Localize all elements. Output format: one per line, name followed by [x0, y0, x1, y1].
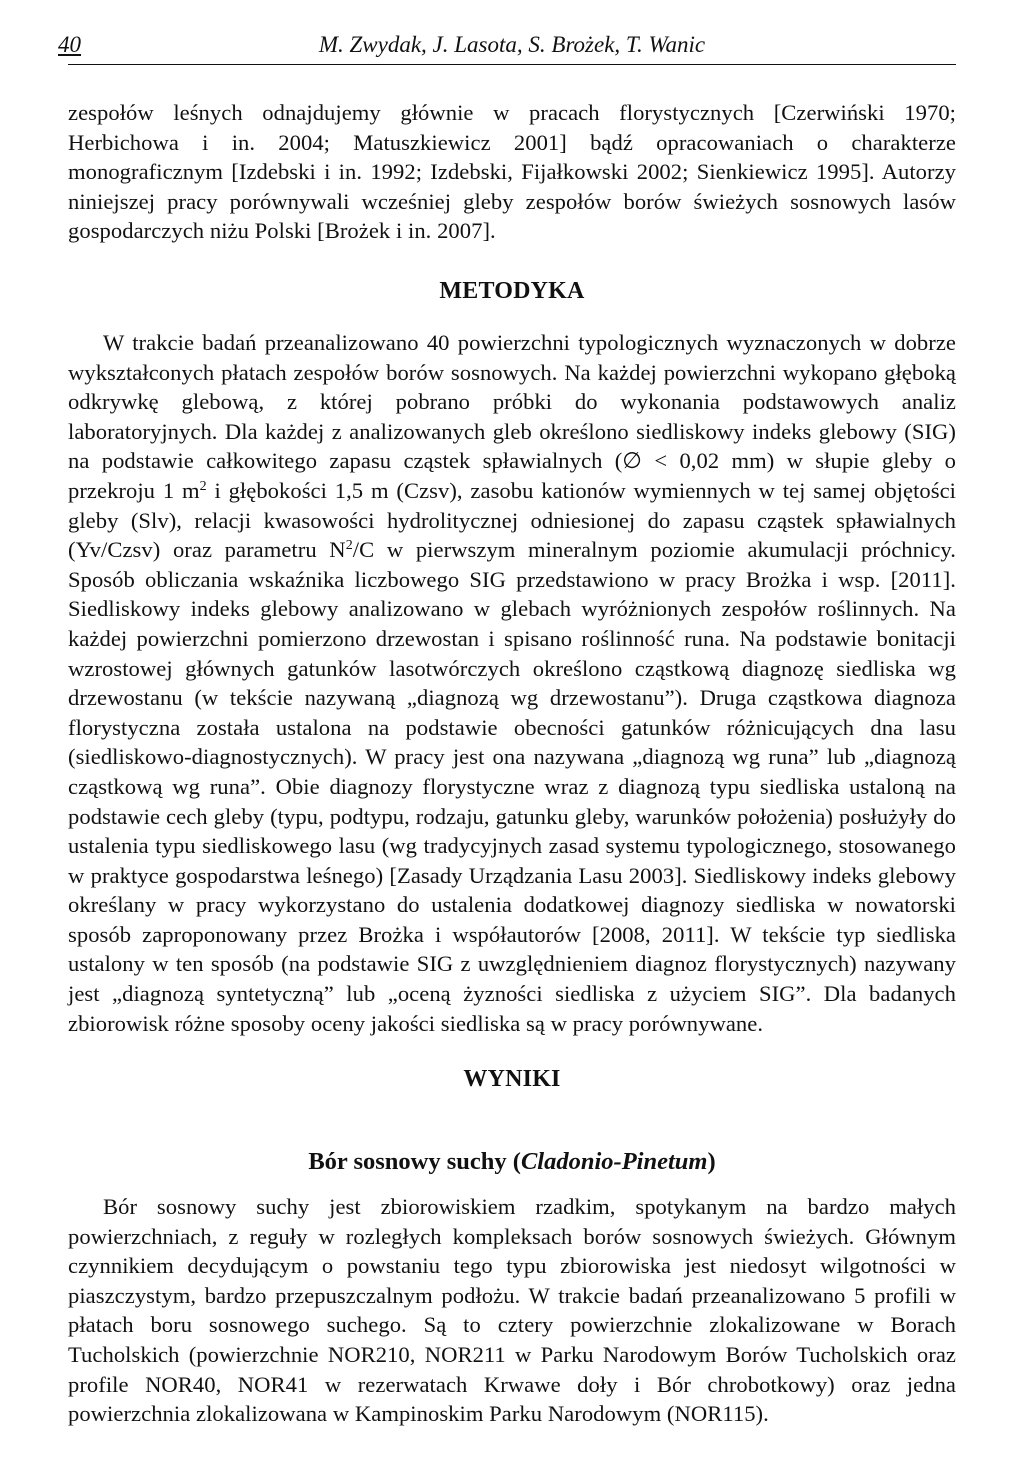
section-heading-methods: METODYKA: [439, 278, 585, 304]
subsection-heading-cladonio-pinetum: [68, 1148, 956, 1176]
methods-text-part-1: W trakcie badań przeanalizowano 40 powierzchni typologicznych wyznaczonych w dobrze wykształconych płatach zespołów borów sosnowych. Na każdej powierzchni wykopano głęboką odkrywkę glebową, z której pobrano próbki do wykonania podstawowych analiz laboratoryjnych. Dla każdej z analizowanych gleb określono siedliskowy indeks glebowy (SIG) na podstawie całkowitego zapasu cząstek spławialnych (∅ < 0,02 mm) w słupie gleby o przekroju 1 m: [68, 330, 956, 503]
methods-text-part-3: /C w pierwszym mineralnym poziomie akumulacji próchnicy. Sposób obliczania wskaźnika liczbowego SIG przedstawiono w pracy Brożka i wsp. [2011]. Siedliskowy indeks glebowy analizowano w glebach wyróżnionych zespołów roślinnych. Na każdej powierzchni pomierzono drzewostan i spisano roślinność runa. Na podstawie bonitacji wzrostowej głównych gatunków lasotwórczych określono cząstkową diagnozę siedliska wg drzewostanu (w tekście nazywaną „diagnozą wg drzewostanu”). Druga cząstkowa diagnoza florystyczna została ustalona na podstawie obecności gatunków różnicujących dna lasu (siedliskowo-diagnostycznych). W pracy jest ona nazywana „diagnozą wg runa” lub „diagnozą cząstkową wg runa”. Obie diagnozy florystyczne wraz z diagnozą typu siedliska ustaloną na podstawie cech gleby (typu, podtypu, rodzaju, gatunku gleby, warunków położenia) posłużyły do ustalenia typu siedliskowego lasu (wg tradycyjnych zasad systemu typologicznego, stosowanego w praktyce gospodarstwa leśnego) [Zasady Urządzania Lasu 2003]. Siedliskowy indeks glebowy określany w pracy wykorzystano do ustalenia dodatkowej diagnozy siedliska w nowatorski sposób zaproponowany przez Brożka i współautorów [2008, 2011]. W tekście typ siedliska ustalony w ten sposób (na podstawie SIG z uwzględnieniem diagnoz florystycznych) nazywany jest „diagnozą syntetyczną” lub „oceną żyzności siedliska z użyciem SIG”. Dla badanych zbiorowisk różne sposoby oceny jakości siedliska są w pracy porównywane.: [68, 537, 956, 1036]
intro-paragraph: zespołów leśnych odnajdujemy głównie w pracach florystycznych [Czerwiński 1970; Herbichowa i in. 2004; Matuszkiewicz 2001] bądź opracowaniach o charakterze monograficznym [Izdebski i in. 1992; Izdebski, Fijałkowski 2002; Sienkiewicz 1995]. Autorzy niniejszej pracy porównywali wcześniej gleby zespołów borów świeżych sosnowych lasów gospodarczych niżu Polski [Brożek i in. 2007].: [68, 100, 956, 244]
running-header: [58, 30, 956, 65]
superscript-n2: 2: [345, 538, 353, 554]
results-paragraph: Bór sosnowy suchy jest zbiorowiskiem rzadkim, spotykanym na bardzo małych powierzchniach, z reguły w rozległych kompleksach borów sosnowych świeżych. Głównym czynnikiem decydującym o powstaniu tego typu zbiorowiska jest niedosyt wilgotności w piaszczystym, bardzo przepuszczalnym podłożu. W trakcie badań przeanalizowano 5 profili w płatach boru sosnowego suchego. Są to cztery powierzchnie zlokalizowane w Borach Tucholskich (powierzchnie NOR210, NOR211 w Parku Narodowym Borów Tucholskich oraz profile NOR40, NOR41 w rezerwatach Krwawe doły i Bór chrobotkowy) oraz jedna powierzchnia zlokalizowana w Kampinoskim Parku Narodowym (NOR115).: [68, 1194, 956, 1427]
methods-paragraph: [68, 328, 956, 1038]
running-header-authors: M. Zwydak, J. Lasota, S. Brożek, T. Wanic: [318, 32, 706, 57]
subsection-title-prefix: Bór sosnowy suchy (: [308, 1148, 521, 1175]
subsection-title-suffix: ): [707, 1148, 716, 1175]
page-number: 40: [58, 32, 81, 57]
methods-text-part-2: i głębokości 1,5 m (Czsv), zasobu kationów wymiennych w tej samej objętości gleby (Slv), relacji kwasowości hydrolitycznej odniesionej do zapasu cząstek spławialnych (Yv/Czsv) oraz parametru N: [68, 477, 956, 563]
subsection-title-latin: Cladonio-Pinetum: [520, 1148, 708, 1175]
section-heading-results: WYNIKI: [463, 1066, 561, 1092]
superscript-m2: 2: [199, 478, 207, 494]
